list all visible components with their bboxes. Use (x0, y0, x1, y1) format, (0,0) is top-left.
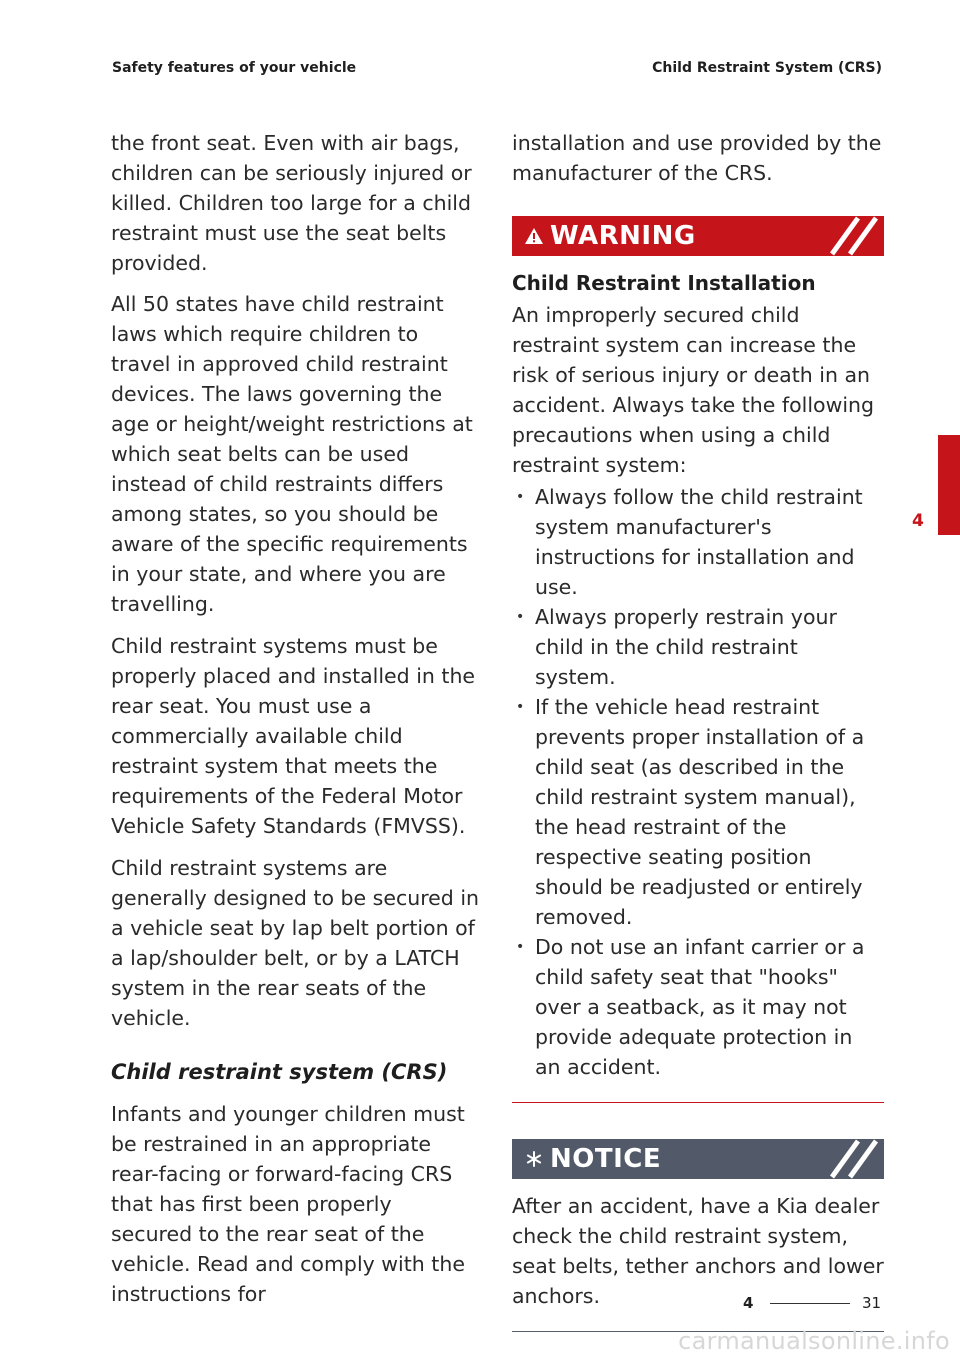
footer-page-number: 31 (862, 1294, 882, 1312)
warning-triangle-icon (524, 226, 544, 246)
notice-banner (512, 1139, 884, 1179)
notice-label: NOTICE (550, 1144, 662, 1174)
warning-label: WARNING (550, 221, 696, 251)
warning-intro: An improperly secured child restraint system can increase the risk of serious injury or death in an accident. Always take the following precautions when using a child restraint system: (512, 303, 875, 477)
warning-banner (512, 216, 884, 256)
list-item: • If the vehicle head restraint prevents proper installation of a child seat (as described in the child restraint system manual), the head restraint of the respective seating position should be readjusted or entirely removed. (512, 692, 884, 932)
warning-end-divider (512, 1102, 884, 1103)
paragraph: All 50 states have child restraint laws which require children to travel in approved child restraint devices. The laws governing the age or height/weight restrictions at which seat belts can be used instead of child restraints differs among states, so you should be aware of the specific requirements in your state, and where you are travelling. (111, 292, 473, 616)
running-header-topic: Child Restraint System (CRS) (652, 60, 882, 76)
paragraph: Infants and younger children must be restrained in an appropriate rear-facing or forward-facing CRS that has first been properly secured to the rear seat of the vehicle. Read and comply with the instructions for (111, 1102, 465, 1306)
paragraph: installation and use provided by the manufacturer of the CRS. (512, 131, 882, 185)
notice-text: After an accident, have a Kia dealer check the child restraint system, seat belts, tether anchors and lower anchors. (512, 1194, 884, 1308)
diagonal-stripes-decoration (828, 216, 884, 256)
list-item: • Always follow the child restraint system manufacturer's instructions for installation and use. (512, 482, 884, 602)
paragraph: Child restraint systems are generally designed to be secured in a vehicle seat by lap belt portion of a lap/shoulder belt, or by a LATCH system in the rear seats of the vehicle. (111, 856, 480, 1030)
diagonal-stripes-decoration (828, 1139, 884, 1179)
left-column (111, 128, 479, 1321)
list-item: • Always properly restrain your child in the child restraint system. (512, 602, 884, 692)
warning-subtitle: Child Restraint Installation (512, 271, 816, 295)
paragraph: the front seat. Even with air bags, children can be seriously injured or killed. Children too large for a child restraint must use the seat belts provided. (111, 131, 472, 275)
running-header-section: Safety features of your vehicle (112, 60, 357, 76)
watermark: carmanualsonline.info (678, 1327, 950, 1355)
footer-chapter-number: 4 (743, 1294, 754, 1312)
paragraph: Child restraint systems must be properly placed and installed in the rear seat. You must use a commercially available child restraint system that meets the requirements of the Federal Motor Vehicle Safety Standards (FMVSS). (111, 634, 476, 838)
chapter-tab-number: 4 (912, 511, 924, 531)
asterisk-icon (524, 1149, 544, 1169)
chapter-tab (938, 435, 960, 535)
right-column (512, 128, 884, 1332)
section-heading: Child restraint system (CRS) (111, 1060, 448, 1084)
list-item: • Do not use an infant carrier or a child safety seat that "hooks" over a seatback, as it may not provide adequate protection in an accident. (512, 932, 884, 1082)
warning-bullet-list (512, 482, 884, 1082)
footer-divider (770, 1303, 850, 1304)
